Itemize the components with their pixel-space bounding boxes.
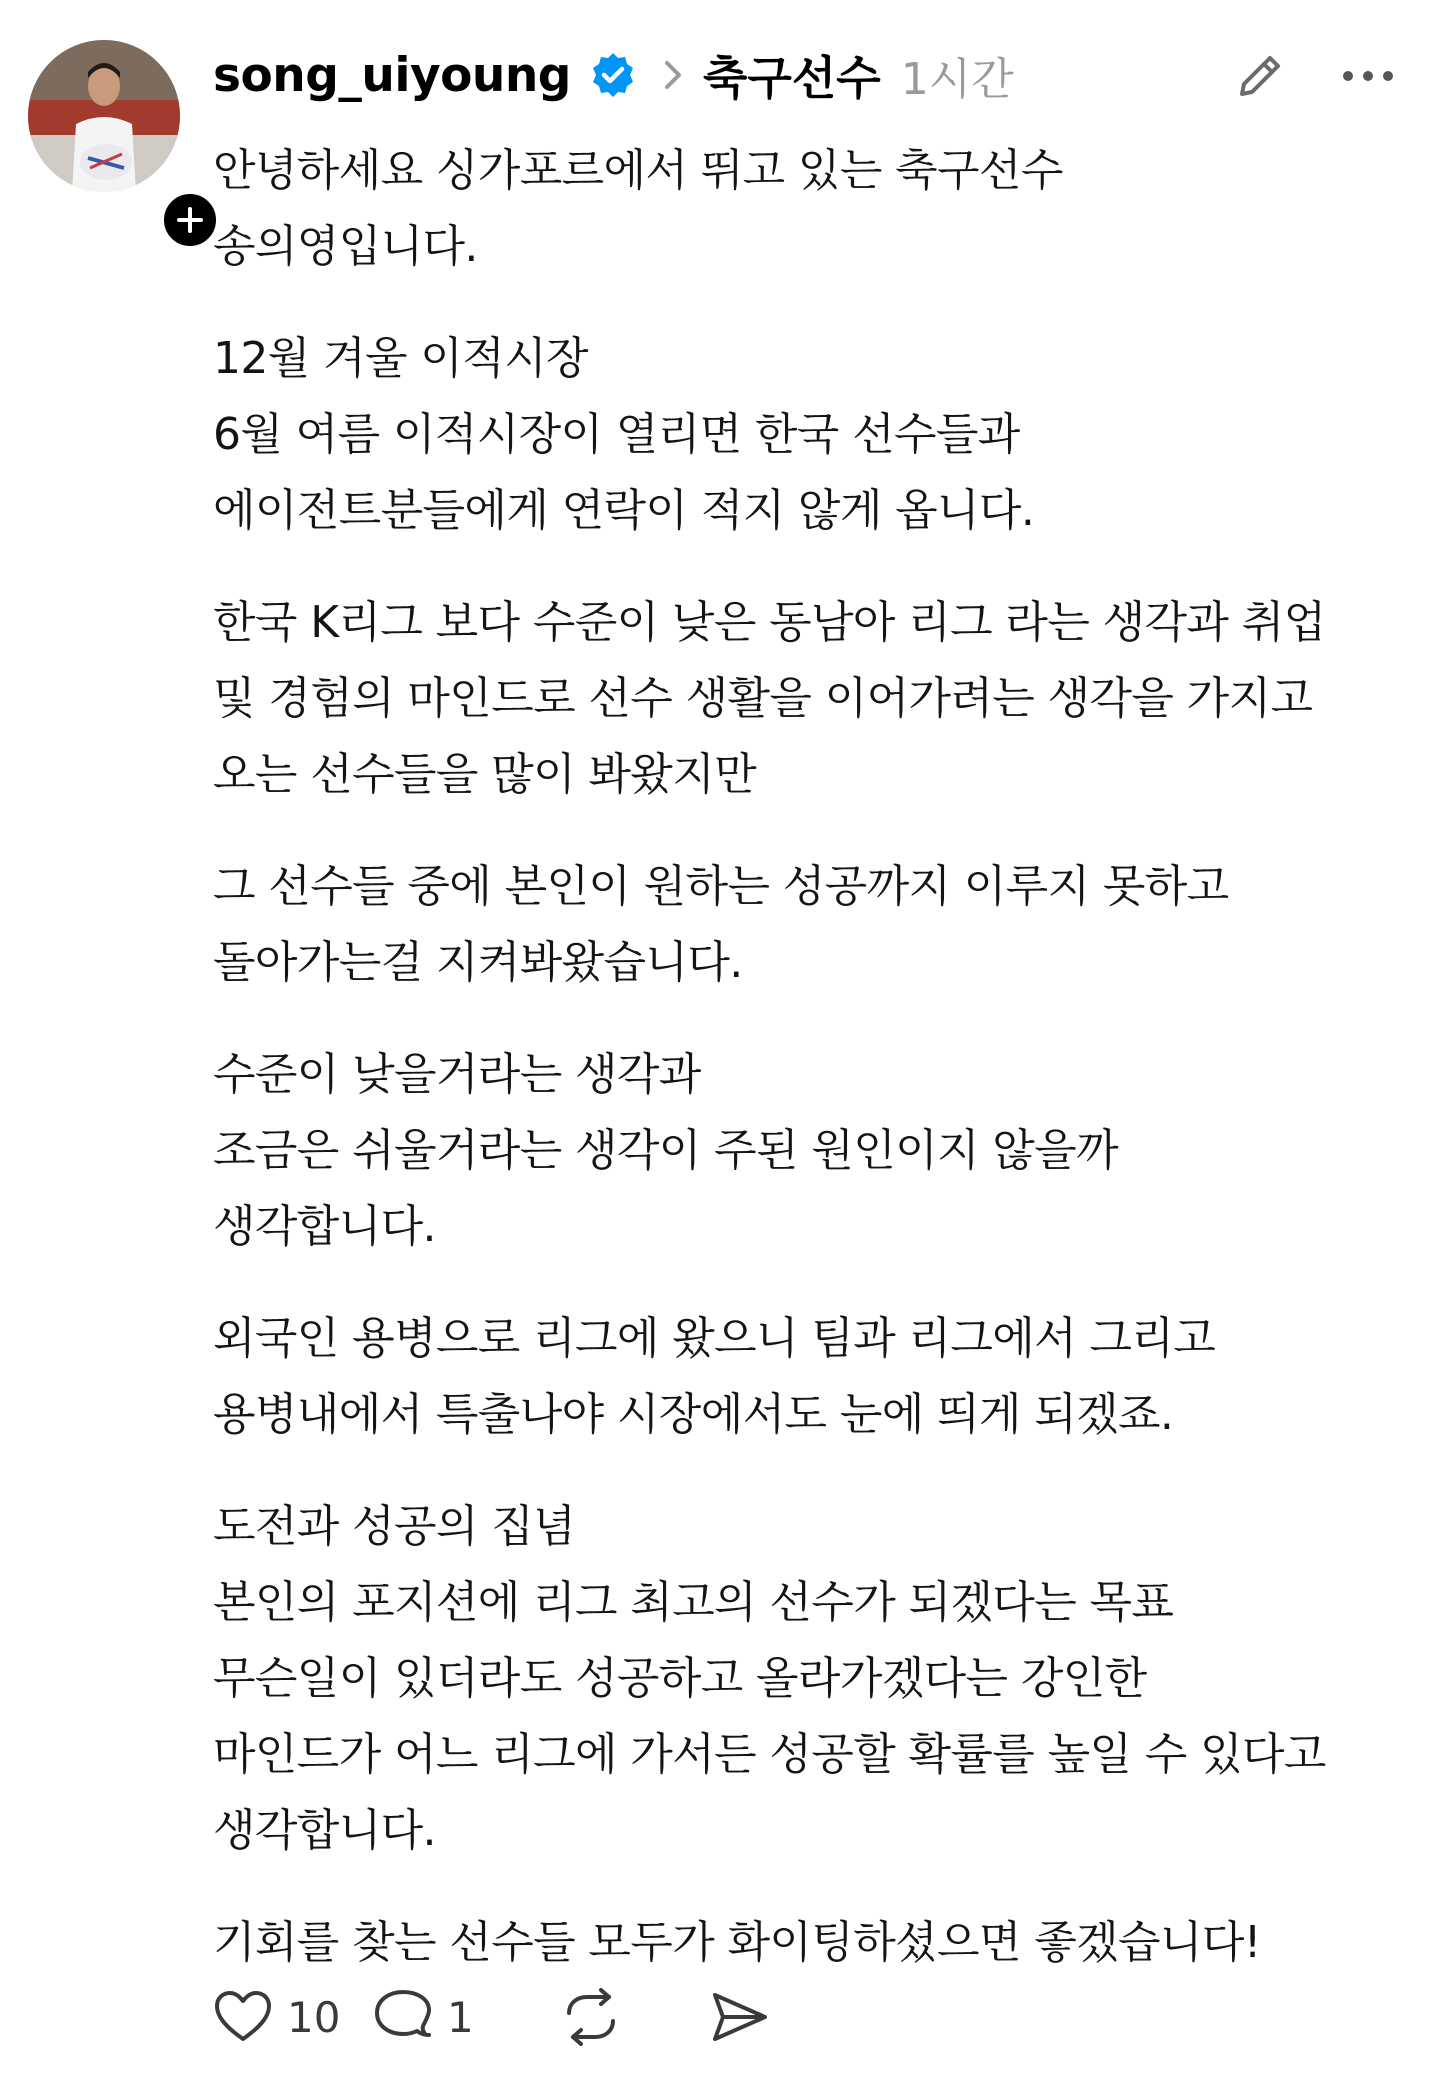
text-line: 6월 여름 이적시장이 열리면 한국 선수들과	[213, 409, 1020, 460]
text-line: 생각합니다.	[213, 1805, 436, 1856]
repost-button[interactable]	[559, 1987, 709, 2047]
paragraph	[213, 1037, 1433, 1265]
heart-icon	[213, 1989, 273, 2045]
post-header	[213, 40, 1014, 110]
text-line: 에이전트분들에게 연락이 적지 않게 옵니다.	[213, 485, 1035, 536]
text-line: 조금은 쉬울거라는 생각이 주된 원인이지 않을까	[213, 1125, 1119, 1176]
share-button[interactable]	[709, 1989, 809, 2045]
post-body	[213, 133, 1433, 2017]
avatar[interactable]	[28, 40, 180, 192]
text-line: 수준이 낮을거라는 생각과	[213, 1049, 701, 1100]
action-bar	[213, 1985, 809, 2049]
like-count: 10	[287, 1992, 341, 2042]
text-line: 생각합니다.	[213, 1201, 436, 1252]
text-line: 12월 겨울 이적시장	[213, 333, 588, 384]
text-line: 돌아가는걸 지켜봐왔습니다.	[213, 937, 743, 988]
text-line: 본인의 포지션에 리그 최고의 선수가 되겠다는 목표	[213, 1577, 1174, 1628]
more-dots-icon[interactable]	[1338, 62, 1398, 90]
reply-button[interactable]	[373, 1988, 559, 2046]
text-line: 마인드가 어느 리그에 가서든 성공할 확률를 높일 수 있다고	[213, 1729, 1326, 1780]
text-line: 그 선수들 중에 본인이 원하는 성공까지 이루지 못하고	[213, 861, 1229, 912]
text-line: 송의영입니다.	[213, 221, 478, 272]
text-line: 및 경험의 마인드로 선수 생활을 이어가려는 생각을 가지고	[213, 673, 1313, 724]
paragraph	[213, 133, 1433, 285]
text-line: 외국인 용병으로 리그에 왔으니 팀과 리그에서 그리고	[213, 1313, 1216, 1364]
paragraph	[213, 1489, 1433, 1869]
send-icon	[709, 1989, 771, 2045]
text-line: 무슨일이 있더라도 성공하고 올라가겠다는 강인한	[213, 1653, 1147, 1704]
chevron-right-icon	[661, 55, 687, 95]
text-line: 기회를 찾는 선수들 모두가 화이팅하셨으면 좋겠습니다!	[213, 1917, 1261, 1968]
like-button[interactable]	[213, 1989, 373, 2045]
plus-icon	[175, 205, 205, 235]
paragraph	[213, 1905, 1433, 1981]
text-line: 도전과 성공의 집념	[213, 1501, 576, 1552]
speech-bubble-icon	[373, 1988, 433, 2046]
paragraph	[213, 849, 1433, 1001]
text-line: 안녕하세요 싱가포르에서 뛰고 있는 축구선수	[213, 145, 1063, 196]
verified-badge-icon	[589, 51, 637, 99]
username-link[interactable]: song_uiyoung	[213, 47, 571, 103]
paragraph	[213, 321, 1433, 549]
repost-icon	[559, 1987, 623, 2047]
avatar-photo	[28, 40, 180, 192]
paragraph	[213, 1301, 1433, 1453]
text-line: 한국 K리그 보다 수준이 낮은 동남아 리그 라는 생각과 취업	[213, 597, 1326, 648]
paragraph	[213, 585, 1433, 813]
topic-tag[interactable]: 축구선수	[702, 51, 881, 105]
text-line: 오는 선수들을 많이 봐왔지만	[213, 749, 757, 800]
text-line: 용병내에서 특출나야 시장에서도 눈에 띄게 되겠죠.	[213, 1389, 1174, 1440]
post-timestamp: 1시간	[900, 54, 1014, 105]
pencil-icon[interactable]	[1232, 48, 1288, 104]
avatar-container	[28, 40, 180, 192]
reply-count: 1	[447, 1992, 474, 2042]
